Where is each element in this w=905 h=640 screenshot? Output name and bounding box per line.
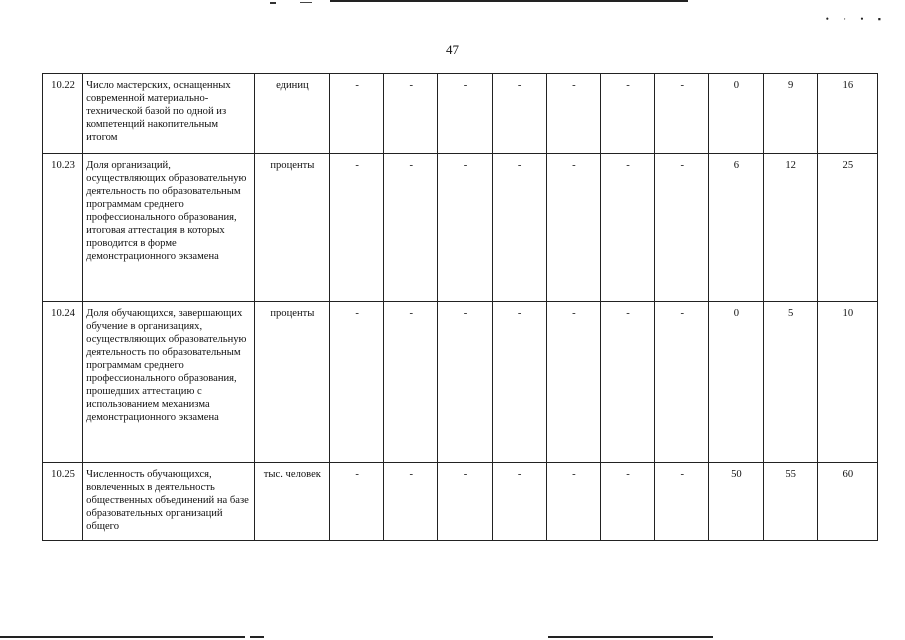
row-number: 10.24 bbox=[43, 302, 83, 463]
page-number: 47 bbox=[446, 42, 459, 57]
row-number: 10.23 bbox=[43, 154, 83, 302]
unit-cell: единиц bbox=[254, 74, 329, 154]
value-cell: - bbox=[384, 154, 438, 302]
value-cell: 12 bbox=[763, 154, 817, 302]
value-cell: 5 bbox=[763, 302, 817, 463]
value-cell: - bbox=[330, 74, 384, 154]
unit-cell: проценты bbox=[254, 302, 329, 463]
value-cell: 55 bbox=[763, 463, 817, 541]
value-cell: - bbox=[384, 463, 438, 541]
value-cell: - bbox=[492, 463, 546, 541]
value-cell: - bbox=[655, 74, 709, 154]
value-cell: - bbox=[600, 74, 654, 154]
value-cell: - bbox=[384, 74, 438, 154]
indicator-name: Доля организаций, осуществляющих образовательную деятельность по образовательным программам среднего профессионального образования, итоговая аттестация в которых проводится в форме демонстрационного экзамена bbox=[83, 154, 255, 302]
value-cell: 0 bbox=[709, 302, 763, 463]
value-cell: - bbox=[438, 154, 492, 302]
value-cell: - bbox=[492, 302, 546, 463]
value-cell: - bbox=[384, 302, 438, 463]
scan-artifact-bottom-line bbox=[0, 636, 245, 638]
scan-artifact-top-line bbox=[330, 0, 688, 2]
value-cell: 6 bbox=[709, 154, 763, 302]
value-cell: - bbox=[492, 74, 546, 154]
unit-cell: проценты bbox=[254, 154, 329, 302]
value-cell: - bbox=[438, 463, 492, 541]
scan-artifact-top-mark bbox=[300, 2, 312, 3]
table-row bbox=[43, 463, 878, 541]
table-row bbox=[43, 302, 878, 463]
indicator-name: Численность обучающихся, вовлеченных в деятельность общественных объединений на базе образовательных организаций общего bbox=[83, 463, 255, 541]
scan-artifact-dots: • · • ▪ bbox=[825, 14, 887, 24]
value-cell: - bbox=[438, 74, 492, 154]
scan-artifact-bottom-mark bbox=[250, 636, 264, 638]
value-cell: - bbox=[330, 302, 384, 463]
scan-artifact-top-mark bbox=[270, 2, 276, 4]
value-cell: - bbox=[655, 302, 709, 463]
value-cell: - bbox=[438, 302, 492, 463]
value-cell: - bbox=[655, 154, 709, 302]
row-number: 10.22 bbox=[43, 74, 83, 154]
value-cell: - bbox=[330, 154, 384, 302]
value-cell: - bbox=[546, 154, 600, 302]
value-cell: 60 bbox=[817, 463, 877, 541]
value-cell: - bbox=[600, 463, 654, 541]
indicator-name: Доля обучающихся, завершающих обучение в организациях, осуществляющих образовательную деятельность по образовательным программам среднего профессионального образования, прошедших аттестацию с использованием механизма демонстрационного экзамена bbox=[83, 302, 255, 463]
value-cell: 9 bbox=[763, 74, 817, 154]
value-cell: - bbox=[492, 154, 546, 302]
value-cell: 0 bbox=[709, 74, 763, 154]
value-cell: - bbox=[655, 463, 709, 541]
value-cell: - bbox=[330, 463, 384, 541]
value-cell: 10 bbox=[817, 302, 877, 463]
value-cell: - bbox=[546, 302, 600, 463]
table-row bbox=[43, 74, 878, 154]
unit-cell: тыс. человек bbox=[254, 463, 329, 541]
row-number: 10.25 bbox=[43, 463, 83, 541]
value-cell: 25 bbox=[817, 154, 877, 302]
indicator-name: Число мастерских, оснащенных современной материально-технической базой по одной из компетенций накопительным итогом bbox=[83, 74, 255, 154]
value-cell: - bbox=[600, 302, 654, 463]
table-row bbox=[43, 154, 878, 302]
value-cell: 16 bbox=[817, 74, 877, 154]
value-cell: - bbox=[546, 463, 600, 541]
value-cell: - bbox=[600, 154, 654, 302]
scan-artifact-bottom-line bbox=[548, 636, 713, 638]
value-cell: 50 bbox=[709, 463, 763, 541]
value-cell: - bbox=[546, 74, 600, 154]
indicators-table bbox=[42, 73, 878, 541]
